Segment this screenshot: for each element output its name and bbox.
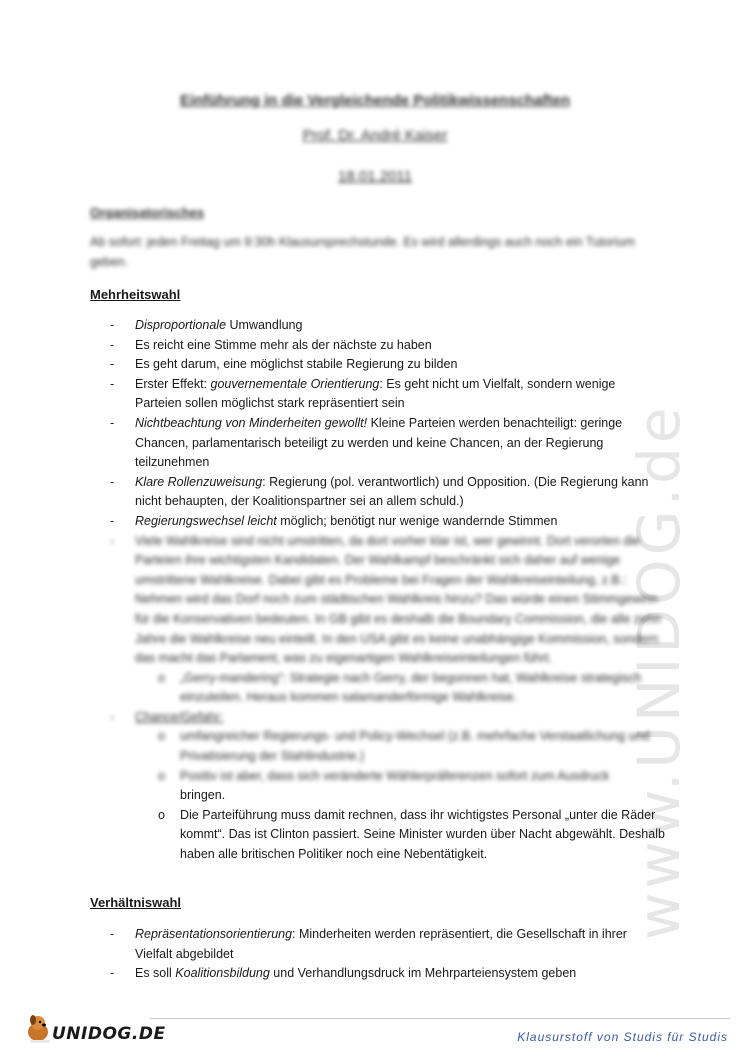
sub-item: o umfangreicher Regierungs- und Policy-Wechsel (z.B. mehrfache Verstaatlichung und Privatisierung der Stahlindustrie.)	[158, 729, 650, 764]
list-item: - Nichtbeachtung von Minderheiten gewollt! Kleine Parteien werden benachteiligt: geringe Chancen, parlamentarisch beteiligt zu werden und keine Chancen, an der Regierung teilzunehmen	[110, 415, 623, 470]
list-item: - Klare Rollenzuweisung: Regierung (pol. verantwortlich) und Opposition. (Die Regierung kann nicht behaupten, der Koalitionspartner sei an allem schuld.)	[110, 474, 649, 509]
lecture-date: 18.01.2011	[338, 168, 412, 185]
list-item: - Repräsentationsorientierung: Minderheiten werden repräsentiert, die Gesellschaft in ihrer Vielfalt abgebildet	[110, 927, 627, 961]
verhaeltniswahl-list	[90, 925, 665, 984]
sub-item: o Die Parteiführung muss damit rechnen, dass ihr wichtigstes Personal „unter die Räder kommt“. Das ist Clinton passiert. Seine Minister wurden über Nacht abgewählt. Deshalb haben alle britischen Politiker noch eine Nebentätigkeit.	[158, 807, 665, 862]
list-item-chancen: - Chance/Gefahr:	[110, 709, 224, 724]
footer-divider	[150, 1018, 730, 1019]
heading-mehrheitswahl: Mehrheitswahl	[90, 287, 181, 302]
watermark: www.UNIDOG.de	[625, 403, 693, 940]
heading-verhaeltniswahl: Verhältniswahl	[90, 895, 182, 910]
professor-name: Prof. Dr. André Kaiser	[302, 127, 448, 144]
list-item: - Erster Effekt: gouvernementale Orientierung: Es geht nicht um Vielfalt, sondern wenige Parteien sollen möglichst stark repräsentiert sein	[110, 376, 616, 411]
heading-organisatorisches: Organisatorisches	[90, 205, 205, 220]
list-item: - Es soll Koalitionsbildung und Verhandlungsdruck im Mehrparteiensystem geben	[110, 966, 577, 981]
organisatorisches-text: Ab sofort: jeden Freitag um 9:30h Klausursprechstunde. Es wird allerdings auch noch ein Tutorium geben.	[90, 235, 635, 269]
footer-slogan: Klausurstoff von Studis für Studis	[517, 1030, 728, 1044]
list-item-blurred: - Viele Wahlkreise sind nicht umstritten, da dort vorher klar ist, wer gewinnt. Dort verorten die Parteien ihre wichtigsten Kandidaten. Der Wahlkampf beschränkt sich daher auf wenige umstrittene Wahlkreise. Dabei gibt es Probleme bei Fragen der Wahlkreiseinteilung, z.B.: Nehmen wird das Dorf noch zum städtischen Wahlkreis hinzu? Das würde einen Stimmgewinn für die Konservativen bedeuten. In GB gibt es deshalb die Boundary Commission, die alle zehn Jahre die Wahlkreise neu einteilt. In den USA gibt es keine unabhängige Kommission, sondern das macht das Parlament, was zu eigenartigen Wahlkreiseinteilungen führt.	[110, 533, 662, 666]
list-item: - Regierungswechsel leicht möglich; benötigt nur wenige wandernde Stimmen	[110, 513, 558, 528]
logo-text: UNIDOG.DE	[52, 1024, 166, 1044]
list-item: - Es geht darum, eine möglichst stabile Regierung zu bilden	[110, 357, 458, 372]
sub-item-blurred: o „Gerry-mandering“: Strategie nach Gerry, der begonnen hat, Wahlkreise strategisch einzuteilen. Heraus kommen salamanderförmige Wahlkreise.	[158, 670, 642, 705]
list-item: - Es reicht eine Stimme mehr als der nächste zu haben	[110, 337, 432, 352]
mehrheitswahl-list	[90, 316, 665, 865]
list-item: - Disproportionale Umwandlung	[110, 318, 303, 332]
document-title: Einführung in die Vergleichende Politikwissenschaften	[179, 92, 571, 109]
sub-item: o Positiv ist aber, dass sich veränderte Wählerpräferenzen sofort zum Ausdruck bringen.	[158, 768, 610, 803]
